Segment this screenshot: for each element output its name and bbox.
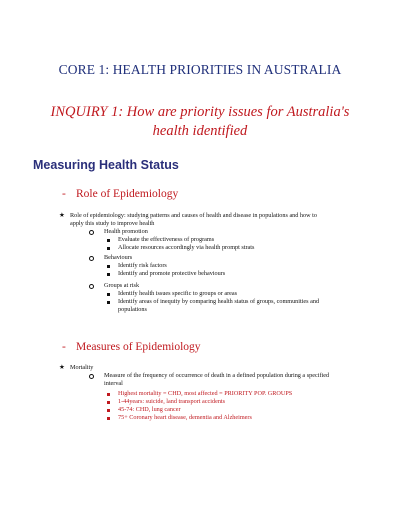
square-bullet-icon xyxy=(107,393,110,396)
star-bullet-icon: ★ xyxy=(59,212,65,219)
mortality-item: 75+ Coronary heart disease, dementia and Alzheimers xyxy=(118,414,252,421)
subheading-role-of-epidemiology xyxy=(62,188,178,200)
health-promotion-item: Allocate resources accordingly via health prompt strats xyxy=(118,244,255,251)
square-bullet-icon xyxy=(107,417,110,420)
behaviours-label: Behaviours xyxy=(104,254,133,261)
mortality-label: Mortality xyxy=(70,364,94,371)
definition-line-1: Role of epidemiology: studying patterns and causes of health and disease in populations and how to xyxy=(70,212,317,219)
square-bullet-icon xyxy=(107,301,110,304)
inquiry-line-2: health identified xyxy=(152,123,248,139)
behaviours-item: Identify risk factors xyxy=(118,262,167,269)
groups-at-risk-item: Identify health issues specific to groups or areas xyxy=(118,290,238,297)
subheading-label: Role of Epidemiology xyxy=(76,188,179,200)
subheading-label: Measures of Epidemiology xyxy=(76,341,201,353)
health-promotion-label: Health promotion xyxy=(104,228,148,235)
groups-at-risk-item-continued: populations xyxy=(118,306,147,313)
dash-marker: - xyxy=(62,188,66,200)
dash-marker: - xyxy=(62,341,66,353)
mortality-definition-line-2: interval xyxy=(104,380,123,387)
star-bullet-icon: ★ xyxy=(59,364,65,371)
health-promotion-item: Evaluate the effectiveness of programs xyxy=(118,236,215,243)
groups-at-risk-item: Identify areas of inequity by comparing health status of groups, communities and xyxy=(118,298,320,305)
mortality-definition-line-1: Measure of the frequency of occurrence of death in a defined population during a specified xyxy=(104,372,330,379)
behaviours-item: Identify and promote protective behaviours xyxy=(118,270,226,277)
inquiry-line-1: INQUIRY 1: How are priority issues for Australia's xyxy=(50,104,350,120)
definition-line-2: apply this study to improve health xyxy=(70,220,155,227)
inquiry-question xyxy=(30,103,370,141)
square-bullet-icon xyxy=(107,239,110,242)
groups-at-risk-label: Groups at risk xyxy=(104,282,140,289)
square-bullet-icon xyxy=(107,293,110,296)
square-bullet-icon xyxy=(107,409,110,412)
mortality-item: 1-44years: suicide, land transport accidents xyxy=(118,398,226,405)
circle-bullet-icon xyxy=(89,230,94,235)
mortality-item: Highest mortality = CHD, most affected = PRIORITY POP. GROUPS xyxy=(118,390,293,397)
subheading-measures-of-epidemiology xyxy=(62,341,201,353)
circle-bullet-icon xyxy=(89,284,94,289)
square-bullet-icon xyxy=(107,273,110,276)
document-title: CORE 1: HEALTH PRIORITIES IN AUSTRALIA xyxy=(58,62,342,77)
mortality-item: 45-74: CHD, lung cancer xyxy=(118,406,181,413)
circle-bullet-icon xyxy=(89,256,94,261)
square-bullet-icon xyxy=(107,401,110,404)
section-heading: Measuring Health Status xyxy=(33,158,179,172)
square-bullet-icon xyxy=(107,265,110,268)
circle-bullet-icon xyxy=(89,374,94,379)
square-bullet-icon xyxy=(107,247,110,250)
